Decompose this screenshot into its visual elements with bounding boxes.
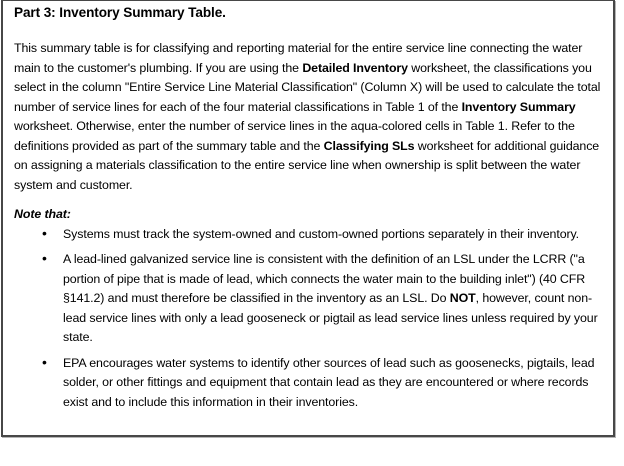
note-bullet-lead-lined-galvanized: • A lead-lined galvanized service line is consistent with the definition of an LSL under the LCRR ("a portion of pipe that is made of lead, which connects the water main to the building inlet") (40 CFR §141.2) and must therefore be classified in the inventory as an LSL. Do NOT, however, count non-lead service lines with only a lead gooseneck or pigtail as lead service lines unless required by your state. (14, 250, 602, 348)
part3-inventory-summary-text-box (1, 0, 615, 437)
notes-bullet-list (14, 225, 602, 413)
note-bullet-tracking: • Systems must track the system-owned and custom-owned portions separately in their inventory. (14, 225, 602, 245)
note-bullet-epa-other-lead-sources: • EPA encourages water systems to identify other sources of lead such as goosenecks, pigtails, lead solder, or other fittings and equipment that contain lead as they are encountered or where records exist and to include this information in their inventories. (14, 354, 602, 413)
note-that-heading: Note that: (14, 207, 71, 221)
section-title: Part 3: Inventory Summary Table. (14, 5, 226, 20)
intro-paragraph: This summary table is for classifying and reporting material for the entire service line connecting the water main to the customer's plumbing. If you are using the Detailed Inventory worksheet, the classifications you select in the column "Entire Service Line Material Classification" (Column X) will be used to calculate the total number of service lines for each of the four material classifications in Table 1 of the Inventory Summary worksheet. Otherwise, enter the number of service lines in the aqua-colored cells in Table 1. Refer to the definitions provided as part of the summary table and the Classifying SLs worksheet for additional guidance on assigning a materials classification to the entire service line when ownership is split between the water system and customer. (14, 41, 601, 192)
